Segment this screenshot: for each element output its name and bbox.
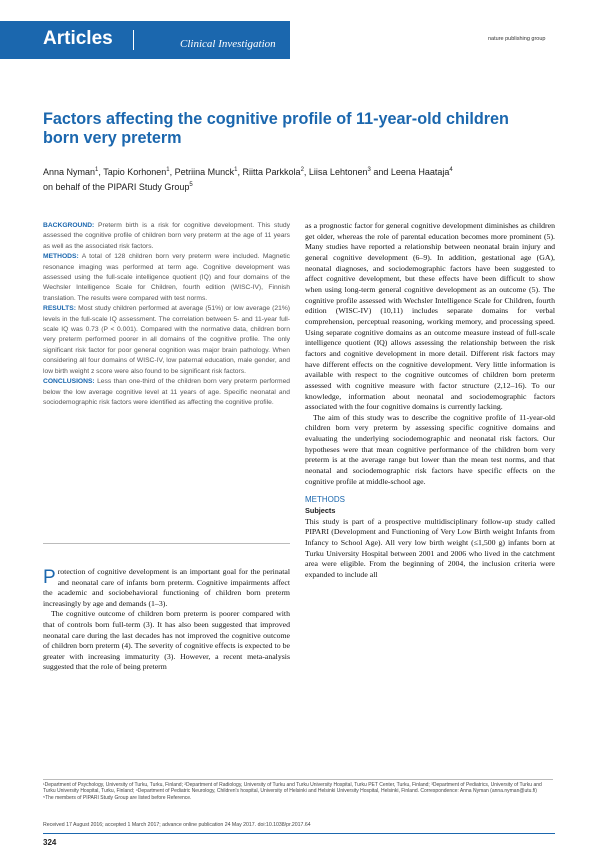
- background-label: BACKGROUND:: [43, 222, 95, 229]
- articles-label: Articles: [43, 28, 113, 49]
- author-affil: 3: [367, 167, 371, 173]
- footer-rule: [43, 833, 555, 834]
- affiliations: ¹Department of Psychology, University of Turku, Turku, Finland; ²Department of Radiology, University of Turku and Turku University Hospital, Turku PET Center, Turku, Finland; ³Department of Pediatrics, University of Turku and Turku University Hospital, Turku, Finland; ⁴Department of Pediatric Neurology, Children's hospital, University of Helsinki and Helsinki University Hospital, Helsinki, Finland. Correspondence: Anna Nyman (anna.nyman@utu.fi): [43, 782, 542, 795]
- author-list: Anna Nyman$^1$, Tapio Korhonen$^1$, Petriina Munck$^1$, Riitta Parkkola$^2$, Liisa Lehtonen$^3$ and Leena Haataja$^4$ on behalf of the PIPARI Study Group$^5$: [43, 167, 453, 192]
- methods-label: METHODS:: [43, 253, 79, 261]
- author-name: Leena Haataja: [390, 167, 450, 177]
- author-name: Tapio Korhonen: [103, 167, 167, 177]
- page-number: 324: [43, 838, 57, 847]
- received-line: Received 17 August 2016; accepted 1 March 2017; advance online publication 24 May 2017. doi:10.1038/pr.2017.64: [43, 822, 311, 828]
- body-paragraph: as a prognostic factor for general cognitive development diminishes as children get older, whereas the role of parental education becomes more prominent (5). Many studies have reported a relationship between neonatal brain injury and general cognitive development (6–9). In addition, gestational age (GA), neonatal diagnoses, and sociodemographic factors have been suggested to affect cognitive development, but these effects have been difficult to show when using long-term general cognitive development as an outcome (5). The cognitive profile assessed with Wechsler Intelligence Scale for Children, fourth edition (WISC-IV) (10,11) includes separate domains for verbal comprehension, perceptual reasoning, working memory, and processing speed. Using separate cognitive domains as an outcome measure instead of full-scale intelligence quotient (IQ) allows assessing the relationship between the risk factors and cognitive development in more detail. Different risk factors may have different effects on the cognitive development. Very little information is available with respect to the cognitive outcomes of children born preterm assessed with cognitive measure with factor structure (2,12–16). To our knowledge, information about neonatal and sociodemographic factors associated with the four cognitive domains is currently lacking.: [305, 221, 555, 412]
- section-label: Clinical Investigation: [180, 38, 276, 50]
- abstract-conclusions: CONCLUSIONS: Less than one-third of the children born very preterm performed below the low average cognitive level at 11 years of age. Specific neonatal and sociodemographic risk factors were identified as affecting the cognitive profile.: [43, 378, 290, 406]
- subjects-heading: Subjects: [305, 506, 336, 516]
- intro-column: [43, 567, 290, 773]
- author-name: Liisa Lehtonen: [308, 167, 368, 177]
- intro-paragraph: The cognitive outcome of children born preterm is poorer compared with that of controls born full-term (3). It has also been suggested that improved neonatal care during the last decades has not improved the cognitive outcome of children born preterm (4). The severity of cognitive effects is expected to be greater with increasing immaturity (3). However, a recent meta-analysis suggested that the role of being preterm: [43, 609, 290, 672]
- author-name: Petriina Munck: [174, 167, 235, 177]
- body-paragraph: This study is part of a prospective multidisciplinary follow-up study called PIPARI (Development and Functioning of Very Low Birth weight Infants from Infancy to School Age). All very low birth weight (≤1,500 g) infants born at Turku University Hospital between 2001 and 2006 who lived in the catchment area were eligible. From the beginning of 2004, the inclusion criteria were expanded to include all: [305, 516, 555, 579]
- author-name: Anna Nyman: [43, 167, 96, 177]
- author-affil: 2: [300, 167, 304, 173]
- header-separator: [133, 30, 134, 50]
- footnotes: [43, 782, 555, 801]
- author-name: Riitta Parkkola: [242, 167, 301, 177]
- drop-cap: P: [43, 567, 56, 588]
- group-members-note: ⁵The members of PIPARI Study Group are listed before Reference.: [43, 794, 192, 801]
- study-group: on behalf of the PIPARI Study Group: [43, 182, 190, 192]
- right-column: [305, 221, 555, 774]
- author-affil: 1: [95, 167, 99, 173]
- results-label: RESULTS:: [43, 305, 76, 313]
- publisher-label: nature publishing group: [488, 36, 546, 42]
- body-paragraph: The aim of this study was to describe the cognitive profile of 11-year-old children born very preterm by assessing specific cognitive domains and evaluating the underlying sociodemographic and neonatal risk factors. Our hypotheses were that mean cognitive performance of the children born very preterm is at the average range but lower than the mean test norms, and that neonatal and sociodemographic risk factors have specific effects on the cognitive profile at middle-school age.: [305, 412, 555, 486]
- methods-heading: METHODS: [305, 495, 345, 505]
- abstract-background: BACKGROUND: Preterm birth is a risk for cognitive development. This study assessed the cognitive profile of children born very preterm at the age of 11 years as well as the associated risk factors.: [43, 222, 290, 250]
- footnote-divider: [43, 779, 553, 780]
- author-affil: 4: [449, 167, 453, 173]
- author-affil: 1: [166, 167, 170, 173]
- author-affil: 1: [234, 167, 238, 173]
- study-group-affil: 5: [189, 182, 193, 188]
- article-title: Factors affecting the cognitive profile of 11-year-old children born very preterm: [43, 110, 509, 147]
- intro-paragraph: Protection of cognitive development is an important goal for the perinatal and neonatal care of infants born preterm. Cognitive impairments affect the academic and sociobehavioral functioning of children born preterm increasingly by age and demands (1–3).: [43, 567, 290, 608]
- abstract-results: RESULTS: Most study children performed at average (51%) or low average (21%) levels in the full-scale IQ assessment. The correlation between 5- and 11-year full-scale IQ was 0.73 (P < 0.001). Compared with the normative data, children born very preterm performed poorer in all domains of the cognitive profile. The only significant risk factor for poor general cognition was major brain pathology. When considering all four domains of WISC-IV, low paternal education, male gender, and low birth weight z score were also found to be significant risk factors.: [43, 305, 290, 375]
- abstract-divider: [43, 543, 290, 544]
- conclusions-label: CONCLUSIONS:: [43, 378, 95, 386]
- abstract-methods: METHODS: A total of 128 children born very preterm were included. Magnetic resonance imaging was performed at term age. Cognitive development was assessed using the full-scale intelligence quotient (IQ) and four domains of the Wechsler Intelligence Scale for Children, fourth edition (WISC-IV), Finnish translation. The results were compared with test norms.: [43, 253, 290, 302]
- abstract: [43, 221, 290, 535]
